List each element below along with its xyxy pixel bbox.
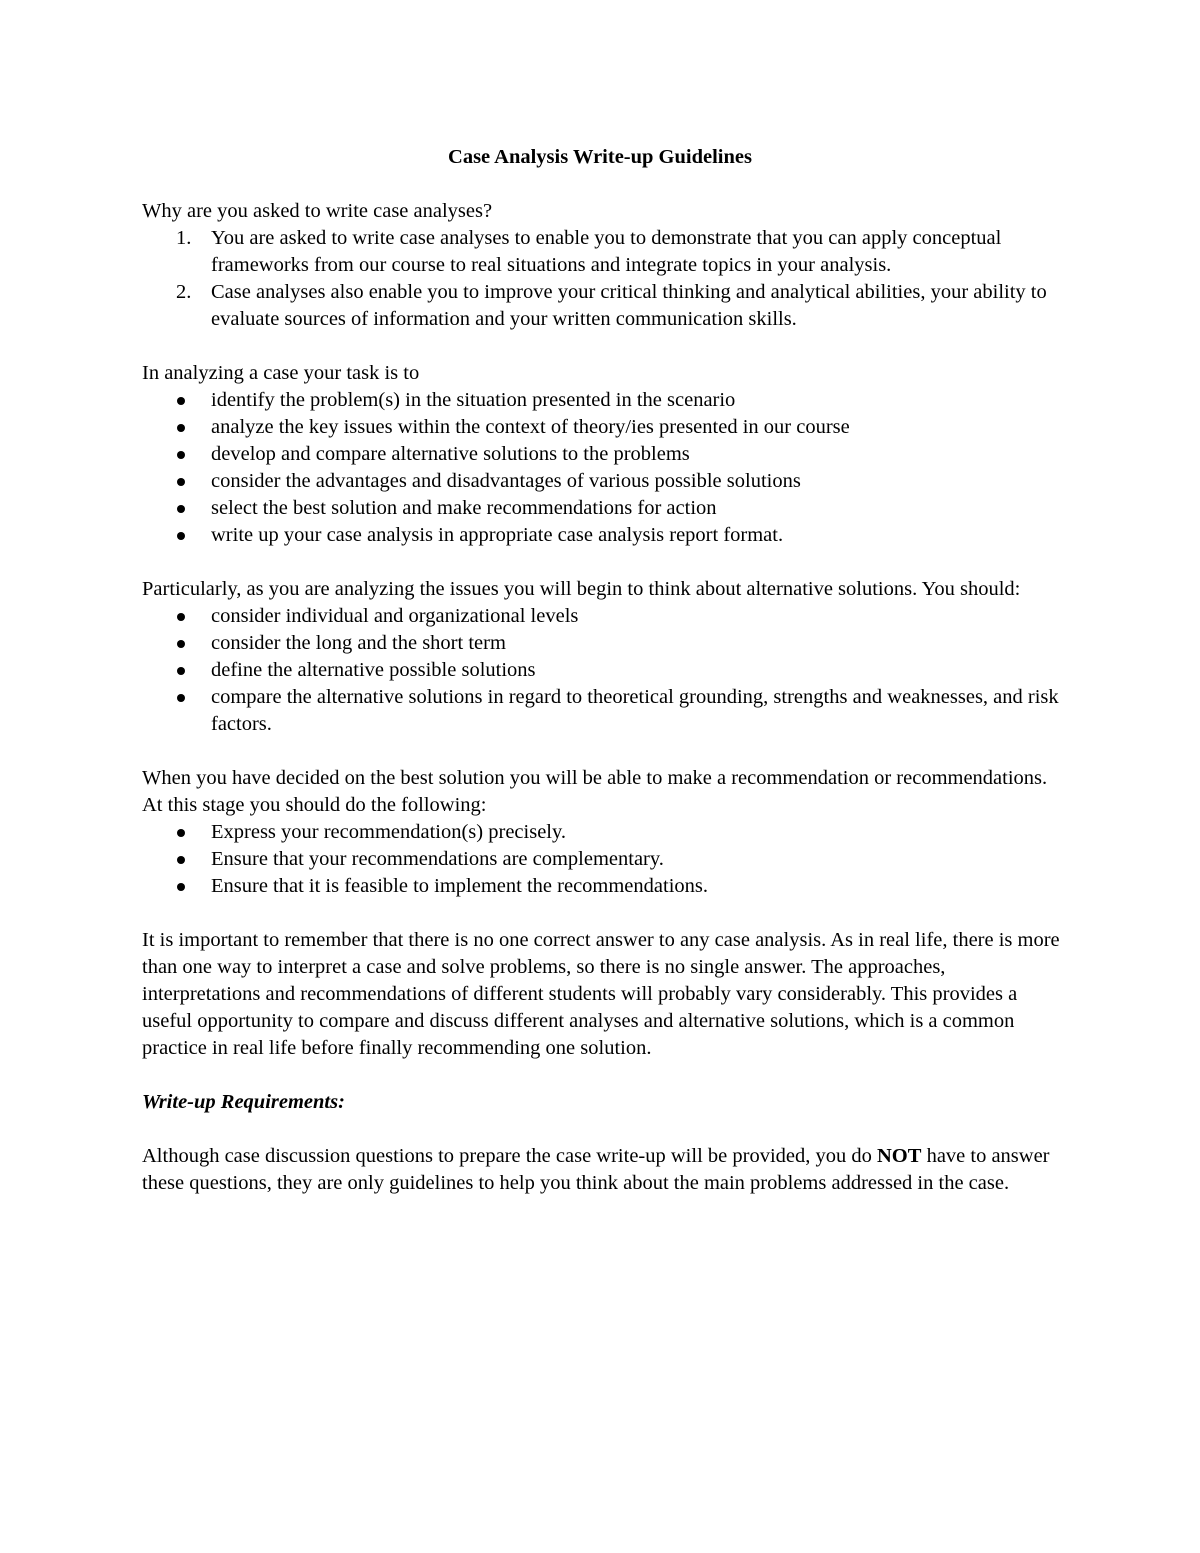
list-item-text: consider the advantages and disadvantages of various possible solutions <box>211 470 801 492</box>
paragraph-spacer <box>142 549 1062 576</box>
list-number: 2. <box>176 281 192 303</box>
particularly-list-item <box>142 684 1062 738</box>
list-item-text: Express your recommendation(s) precisely. <box>211 821 567 843</box>
task-list-item <box>142 441 1062 468</box>
particularly-intro: Particularly, as you are analyzing the issues you will begin to think about alternative solutions. You should: <box>142 578 1021 600</box>
requirements-paragraph <box>142 1143 1062 1197</box>
paragraph-spacer <box>142 1062 1062 1089</box>
bullet-icon <box>177 532 185 540</box>
bullet-icon <box>177 829 185 837</box>
list-item-text: Ensure that your recommendations are complementary. <box>211 848 664 870</box>
bullet-icon <box>177 424 185 432</box>
paragraph-spacer <box>142 333 1062 360</box>
task-intro: In analyzing a case your task is to <box>142 362 420 384</box>
particularly-list-item <box>142 603 1062 630</box>
particularly-list-item <box>142 630 1062 657</box>
paragraph-spacer <box>142 900 1062 927</box>
bullet-icon <box>177 667 185 675</box>
task-list-item <box>142 522 1062 549</box>
why-list-item <box>142 225 1062 279</box>
list-item-text: Case analyses also enable you to improve your critical thinking and analytical abilities, your ability to evaluate sources of information and your written communication skills. <box>211 281 1047 330</box>
recommend-intro: When you have decided on the best solution you will be able to make a recommendation or recommendations. At this stage you should do the following: <box>142 767 1048 816</box>
list-item-text: consider individual and organizational levels <box>211 605 579 627</box>
list-item-text: select the best solution and make recommendations for action <box>211 497 717 519</box>
recommend-list <box>142 819 1062 900</box>
list-item-text: identify the problem(s) in the situation presented in the scenario <box>211 389 736 411</box>
requirements-text-after: have to answer these questions, they are only guidelines to help you think about the main problems addressed in the case. <box>142 1145 1050 1194</box>
list-item-text: define the alternative possible solutions <box>211 659 536 681</box>
task-list-item <box>142 468 1062 495</box>
requirements-text-before: Although case discussion questions to prepare the case write-up will be provided, you do <box>142 1145 877 1167</box>
bullet-icon <box>177 856 185 864</box>
recommend-list-item <box>142 846 1062 873</box>
important-paragraph: It is important to remember that there is no one correct answer to any case analysis. As in real life, there is more than one way to interpret a case and solve problems, so there is no single answer. The approaches, interpretations and recommendations of different students will probably vary considerably. This provides a useful opportunity to compare and discuss different analyses and alternative solutions, which is a common practice in real life before finally recommending one solution. <box>142 929 1060 1059</box>
bullet-icon <box>177 397 185 405</box>
list-item-text: write up your case analysis in appropriate case analysis report format. <box>211 524 784 546</box>
document-title: Case Analysis Write-up Guidelines <box>448 146 752 168</box>
list-number: 1. <box>176 227 192 249</box>
document-body <box>142 198 1062 1197</box>
why-question: Why are you asked to write case analyses? <box>142 200 493 222</box>
list-item-text: consider the long and the short term <box>211 632 506 654</box>
why-list-item <box>142 279 1062 333</box>
bullet-icon <box>177 613 185 621</box>
task-list-item <box>142 387 1062 414</box>
task-list <box>142 387 1062 549</box>
recommend-list-item <box>142 873 1062 900</box>
list-item-text: develop and compare alternative solutions to the problems <box>211 443 690 465</box>
requirements-emphasis: NOT <box>877 1145 922 1167</box>
bullet-icon <box>177 640 185 648</box>
why-list <box>142 225 1062 333</box>
list-item-text: You are asked to write case analyses to enable you to demonstrate that you can apply conceptual frameworks from our course to real situations and integrate topics in your analysis. <box>211 227 1002 276</box>
requirements-heading: Write-up Requirements: <box>142 1091 345 1113</box>
task-list-item <box>142 495 1062 522</box>
task-list-item <box>142 414 1062 441</box>
list-item-text: analyze the key issues within the context of theory/ies presented in our course <box>211 416 850 438</box>
bullet-icon <box>177 478 185 486</box>
particularly-list <box>142 603 1062 738</box>
bullet-icon <box>177 451 185 459</box>
recommend-list-item <box>142 819 1062 846</box>
bullet-icon <box>177 694 185 702</box>
particularly-list-item <box>142 657 1062 684</box>
bullet-icon <box>177 505 185 513</box>
paragraph-spacer <box>142 738 1062 765</box>
paragraph-spacer <box>142 1116 1062 1143</box>
bullet-icon <box>177 883 185 891</box>
list-item-text: Ensure that it is feasible to implement the recommendations. <box>211 875 708 897</box>
list-item-text: compare the alternative solutions in regard to theoretical grounding, strengths and weaknesses, and risk factors. <box>211 686 1059 735</box>
